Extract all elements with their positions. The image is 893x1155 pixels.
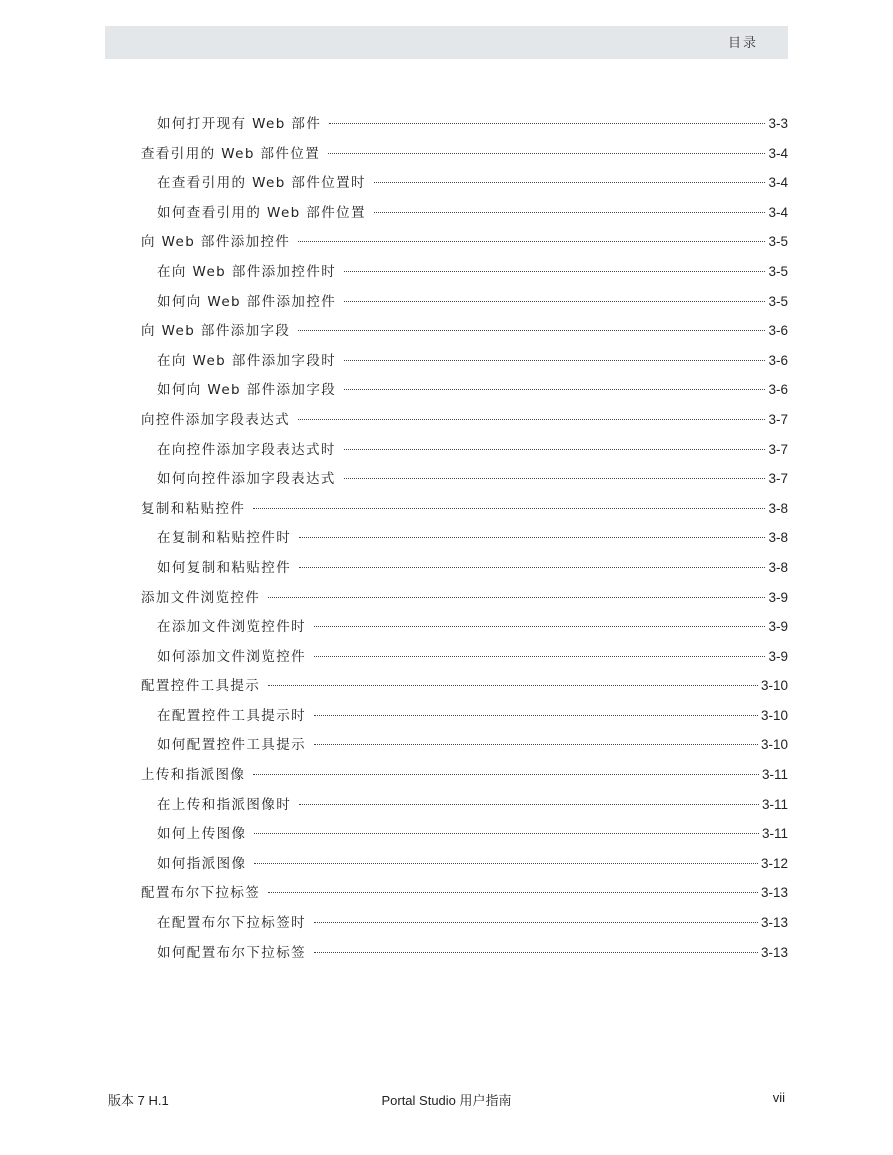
toc-entry-title: 在上传和指派图像时 xyxy=(157,796,292,813)
toc-entry-page: 3-8 xyxy=(768,500,788,516)
dot-leader xyxy=(299,537,765,538)
toc-entry[interactable] xyxy=(141,790,788,820)
toc-entry-page: 3-10 xyxy=(760,707,788,723)
toc-entry-title: 如何向 Web 部件添加控件 xyxy=(157,293,337,310)
toc-entry-title: 如何查看引用的 Web 部件位置 xyxy=(157,204,366,221)
toc-entry-title: 添加文件浏览控件 xyxy=(141,589,261,606)
dot-leader xyxy=(254,863,758,864)
toc-entry-page: 3-12 xyxy=(760,855,788,871)
toc-entry[interactable] xyxy=(141,671,788,701)
dot-leader xyxy=(344,360,765,361)
toc-entry[interactable] xyxy=(141,464,788,494)
dot-leader xyxy=(253,774,759,775)
toc-entry-title: 如何向控件添加字段表达式 xyxy=(157,471,336,488)
dot-leader xyxy=(344,389,765,390)
toc-entry-title: 在配置布尔下拉标签时 xyxy=(157,915,306,932)
toc-entry-title: 查看引用的 Web 部件位置 xyxy=(141,145,321,162)
toc-entry-page: 3-6 xyxy=(768,323,788,339)
toc-entry-title: 向 Web 部件添加字段 xyxy=(141,323,291,340)
toc-entry[interactable] xyxy=(141,553,788,583)
toc-entry[interactable] xyxy=(141,938,788,968)
toc-entry-page: 3-9 xyxy=(768,648,788,664)
toc-entry[interactable] xyxy=(141,819,788,849)
toc-entry[interactable] xyxy=(141,642,788,672)
dot-leader xyxy=(328,153,765,154)
toc-entry[interactable] xyxy=(141,257,788,287)
toc-entry-page: 3-13 xyxy=(760,944,788,960)
toc-entry[interactable] xyxy=(141,878,788,908)
toc-entry[interactable] xyxy=(141,494,788,524)
toc-entry-title: 如何上传图像 xyxy=(157,826,247,843)
footer-version: 版本 7 H.1 xyxy=(108,1093,169,1108)
toc-entry[interactable] xyxy=(141,198,788,228)
toc-entry-page: 3-7 xyxy=(768,471,788,487)
toc-entry-page: 3-13 xyxy=(760,915,788,931)
dot-leader xyxy=(329,123,765,124)
toc-entry-page: 3-8 xyxy=(768,559,788,575)
toc-entry[interactable] xyxy=(141,612,788,642)
toc-entry-title: 在向 Web 部件添加字段时 xyxy=(157,352,337,369)
toc-entry[interactable] xyxy=(141,730,788,760)
toc-entry[interactable] xyxy=(141,316,788,346)
toc-entry-title: 在查看引用的 Web 部件位置时 xyxy=(157,175,366,192)
toc-entry[interactable] xyxy=(141,139,788,169)
toc-entry[interactable] xyxy=(141,701,788,731)
dot-leader xyxy=(268,597,765,598)
toc-entry[interactable] xyxy=(141,435,788,465)
toc-entry-title: 在添加文件浏览控件时 xyxy=(157,619,306,636)
page-header xyxy=(105,26,788,59)
toc-entry-page: 3-4 xyxy=(768,204,788,220)
dot-leader xyxy=(344,449,766,450)
toc-entry-title: 如何指派图像 xyxy=(157,855,247,872)
dot-leader xyxy=(254,833,759,834)
toc-entry-title: 如何复制和粘贴控件 xyxy=(157,559,292,576)
toc-entry[interactable] xyxy=(141,287,788,317)
toc-entry-title: 在向 Web 部件添加控件时 xyxy=(157,263,337,280)
dot-leader xyxy=(314,744,758,745)
toc-entry-page: 3-4 xyxy=(768,145,788,161)
toc-entry-title: 在复制和粘贴控件时 xyxy=(157,530,292,547)
toc-entry-title: 在配置控件工具提示时 xyxy=(157,707,306,724)
toc-entry-page: 3-6 xyxy=(768,352,788,368)
dot-leader xyxy=(298,330,765,331)
dot-leader xyxy=(314,922,758,923)
toc-entry-page: 3-6 xyxy=(768,382,788,398)
toc-entry-title: 复制和粘贴控件 xyxy=(141,500,246,517)
toc-entry-page: 3-4 xyxy=(768,175,788,191)
toc-entry[interactable] xyxy=(141,346,788,376)
header-title: 目录 xyxy=(727,36,758,51)
dot-leader xyxy=(314,952,758,953)
dot-leader xyxy=(344,301,765,302)
toc-entry-title: 向 Web 部件添加控件 xyxy=(141,234,291,251)
toc-entry-title: 配置布尔下拉标签 xyxy=(141,885,261,902)
toc-entry[interactable] xyxy=(141,168,788,198)
dot-leader xyxy=(314,715,758,716)
toc-entry-page: 3-3 xyxy=(768,116,788,131)
footer-page-number: vii xyxy=(772,1090,785,1105)
dot-leader xyxy=(374,182,766,183)
dot-leader xyxy=(314,626,765,627)
toc-entry[interactable] xyxy=(141,109,788,139)
toc-entry-title: 上传和指派图像 xyxy=(141,767,246,784)
dot-leader xyxy=(314,656,765,657)
dot-leader xyxy=(299,804,759,805)
toc-entry-page: 3-11 xyxy=(761,796,788,812)
dot-leader xyxy=(344,271,765,272)
toc-entry-page: 3-11 xyxy=(761,767,788,783)
toc-entry-title: 如何添加文件浏览控件 xyxy=(157,648,306,665)
toc-entry-title: 如何向 Web 部件添加字段 xyxy=(157,382,337,399)
toc-entry[interactable] xyxy=(141,405,788,435)
dot-leader xyxy=(299,567,765,568)
toc-entry-page: 3-5 xyxy=(768,263,788,279)
toc-entry-page: 3-9 xyxy=(768,589,788,605)
toc-entry[interactable] xyxy=(141,523,788,553)
toc-entry-page: 3-8 xyxy=(768,530,788,546)
toc-entry-title: 如何配置控件工具提示 xyxy=(157,737,306,754)
dot-leader xyxy=(344,478,766,479)
toc-entry[interactable] xyxy=(141,908,788,938)
footer-guide-title: Portal Studio 用户指南 xyxy=(381,1093,512,1108)
dot-leader xyxy=(268,685,758,686)
dot-leader xyxy=(253,508,765,509)
toc-entry[interactable] xyxy=(141,583,788,613)
toc-entry-title: 如何配置布尔下拉标签 xyxy=(157,944,306,961)
toc-entry-page: 3-10 xyxy=(760,737,788,753)
toc-entry-page: 3-13 xyxy=(760,885,788,901)
toc-entry[interactable] xyxy=(141,227,788,257)
toc-entry-title: 在向控件添加字段表达式时 xyxy=(157,441,336,458)
toc-entry-page: 3-5 xyxy=(768,234,788,250)
toc-entry[interactable] xyxy=(141,760,788,790)
toc-entry[interactable] xyxy=(141,849,788,879)
toc-entry-page: 3-11 xyxy=(761,826,788,842)
dot-leader xyxy=(298,419,765,420)
toc-entry-title: 如何打开现有 Web 部件 xyxy=(157,116,322,132)
toc-entry-title: 配置控件工具提示 xyxy=(141,678,261,695)
dot-leader xyxy=(374,212,766,213)
toc-entry-page: 3-10 xyxy=(760,678,788,694)
toc-entry-page: 3-7 xyxy=(768,411,788,427)
toc-entry-page: 3-7 xyxy=(768,441,788,457)
toc-entry[interactable] xyxy=(141,375,788,405)
dot-leader xyxy=(298,241,765,242)
table-of-contents xyxy=(141,109,788,967)
toc-entry-page: 3-9 xyxy=(768,619,788,635)
toc-entry-title: 向控件添加字段表达式 xyxy=(141,411,290,428)
toc-entry-page: 3-5 xyxy=(768,293,788,309)
dot-leader xyxy=(268,892,758,893)
